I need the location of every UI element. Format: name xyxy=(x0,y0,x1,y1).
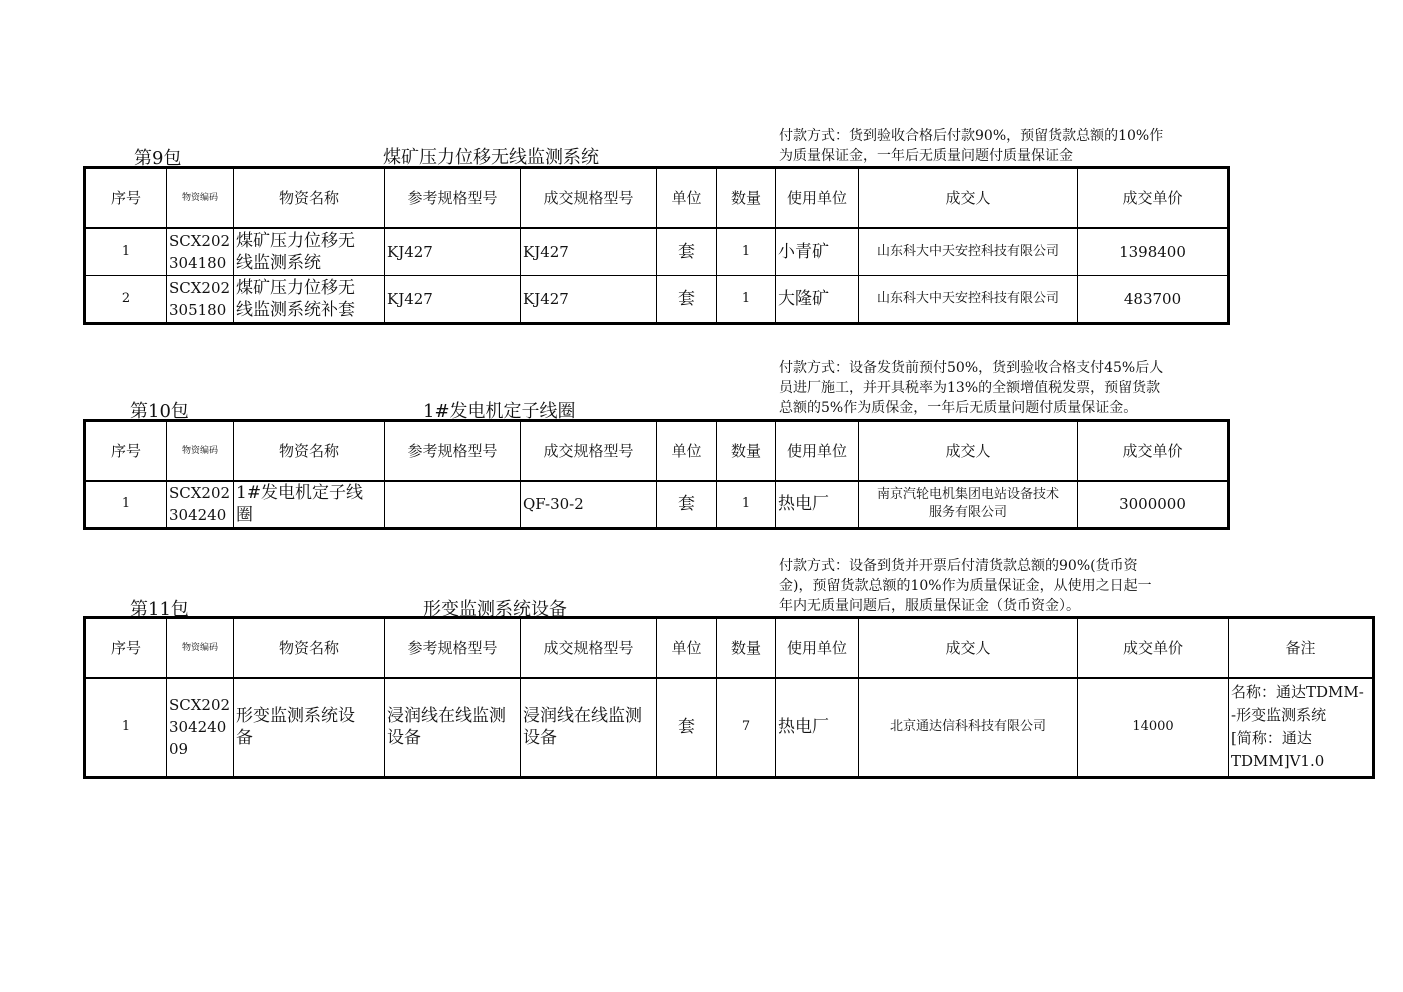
cell-name: 1#发电机定子线 圈 xyxy=(234,481,385,529)
cell-ref-spec: KJ427 xyxy=(385,228,521,276)
package-label: 第11包 xyxy=(130,599,189,620)
cell-ref-spec: 浸润线在线监测 设备 xyxy=(385,678,521,778)
header-code: 物资编码 xyxy=(167,421,234,481)
cell-user: 热电厂 xyxy=(776,481,859,529)
cell-code: SCX202 305180 xyxy=(167,276,234,324)
header-vendor: 成交人 xyxy=(859,618,1078,678)
cell-unit: 套 xyxy=(657,678,717,778)
header-seq: 序号 xyxy=(85,618,167,678)
header-ref-spec: 参考规格型号 xyxy=(385,421,521,481)
header-unit: 单位 xyxy=(657,618,717,678)
header-qty: 数量 xyxy=(717,421,776,481)
cell-qty: 7 xyxy=(717,678,776,778)
cell-user: 小青矿 xyxy=(776,228,859,276)
cell-unit: 套 xyxy=(657,481,717,529)
header-code: 物资编码 xyxy=(167,168,234,228)
package-table xyxy=(83,166,1230,325)
header-ref-spec: 参考规格型号 xyxy=(385,168,521,228)
cell-user: 大隆矿 xyxy=(776,276,859,324)
cell-unit: 套 xyxy=(657,276,717,324)
cell-name: 形变监测系统设 备 xyxy=(234,678,385,778)
table-row xyxy=(85,678,1374,778)
cell-code: SCX202 304240 xyxy=(167,481,234,529)
header-deal-spec: 成交规格型号 xyxy=(521,168,657,228)
cell-remark: 名称：通达TDMM- -形变监测系统 [简称：通达 TDMM]V1.0 xyxy=(1229,678,1374,778)
header-deal-spec: 成交规格型号 xyxy=(521,421,657,481)
package-table xyxy=(83,616,1375,779)
cell-code: SCX202 304240 09 xyxy=(167,678,234,778)
header-name: 物资名称 xyxy=(234,168,385,228)
cell-deal-spec: QF-30-2 xyxy=(521,481,657,529)
cell-name: 煤矿压力位移无 线监测系统补套 xyxy=(234,276,385,324)
package-table xyxy=(83,419,1230,530)
cell-qty: 1 xyxy=(717,481,776,529)
header-ref-spec: 参考规格型号 xyxy=(385,618,521,678)
cell-name: 煤矿压力位移无 线监测系统 xyxy=(234,228,385,276)
header-seq: 序号 xyxy=(85,421,167,481)
cell-user: 热电厂 xyxy=(776,678,859,778)
header-qty: 数量 xyxy=(717,168,776,228)
header-code: 物资编码 xyxy=(167,618,234,678)
header-name: 物资名称 xyxy=(234,618,385,678)
header-unit: 单位 xyxy=(657,421,717,481)
package-title: 煤矿压力位移无线监测系统 xyxy=(383,147,599,168)
header-qty: 数量 xyxy=(717,618,776,678)
cell-deal-spec: KJ427 xyxy=(521,276,657,324)
table-row xyxy=(85,481,1229,529)
header-price: 成交单价 xyxy=(1078,618,1229,678)
package-label: 第9包 xyxy=(134,148,182,169)
header-unit: 单位 xyxy=(657,168,717,228)
cell-price: 1398400 xyxy=(1078,228,1229,276)
cell-seq: 1 xyxy=(85,481,167,529)
cell-vendor: 山东科大中天安控科技有限公司 xyxy=(859,228,1078,276)
table-row xyxy=(85,228,1229,276)
header-price: 成交单价 xyxy=(1078,168,1229,228)
header-deal-spec: 成交规格型号 xyxy=(521,618,657,678)
header-user: 使用单位 xyxy=(776,618,859,678)
payment-terms: 付款方式：货到验收合格后付款90%，预留货款总额的10%作 为质量保证金，一年后无质量问题付质量保证金 xyxy=(779,128,1164,164)
cell-vendor: 山东科大中天安控科技有限公司 xyxy=(859,276,1078,324)
table-row xyxy=(85,276,1229,324)
header-name: 物资名称 xyxy=(234,421,385,481)
header-vendor: 成交人 xyxy=(859,421,1078,481)
cell-deal-spec: 浸润线在线监测 设备 xyxy=(521,678,657,778)
package-title: 形变监测系统设备 xyxy=(423,599,567,620)
cell-seq: 2 xyxy=(85,276,167,324)
header-seq: 序号 xyxy=(85,168,167,228)
payment-terms: 付款方式：设备到货并开票后付清货款总额的90%(货币资 金)，预留货款总额的10%作为质量保证金，从使用之日起一 年内无质量问题后，服质量保证金（货币资金）。 xyxy=(779,558,1152,614)
package-label: 第10包 xyxy=(130,401,189,422)
cell-price: 483700 xyxy=(1078,276,1229,324)
cell-qty: 1 xyxy=(717,276,776,324)
cell-qty: 1 xyxy=(717,228,776,276)
package-title: 1#发电机定子线圈 xyxy=(423,401,576,422)
header-user: 使用单位 xyxy=(776,421,859,481)
cell-code: SCX202 304180 xyxy=(167,228,234,276)
cell-vendor: 北京通达信科科技有限公司 xyxy=(859,678,1078,778)
header-user: 使用单位 xyxy=(776,168,859,228)
cell-seq: 1 xyxy=(85,228,167,276)
cell-price: 3000000 xyxy=(1078,481,1229,529)
header-remark: 备注 xyxy=(1229,618,1374,678)
header-price: 成交单价 xyxy=(1078,421,1229,481)
cell-ref-spec: KJ427 xyxy=(385,276,521,324)
cell-deal-spec: KJ427 xyxy=(521,228,657,276)
cell-ref-spec xyxy=(385,481,521,529)
cell-unit: 套 xyxy=(657,228,717,276)
header-vendor: 成交人 xyxy=(859,168,1078,228)
cell-price: 14000 xyxy=(1078,678,1229,778)
cell-seq: 1 xyxy=(85,678,167,778)
payment-terms: 付款方式：设备发货前预付50%，货到验收合格支付45%后人 员进厂施工，并开具税率为13%的全额增值税发票，预留货款 总额的5%作为质保金，一年后无质量问题付质量保证金。 xyxy=(779,360,1164,416)
cell-vendor: 南京汽轮电机集团电站设备技术 服务有限公司 xyxy=(859,481,1078,529)
